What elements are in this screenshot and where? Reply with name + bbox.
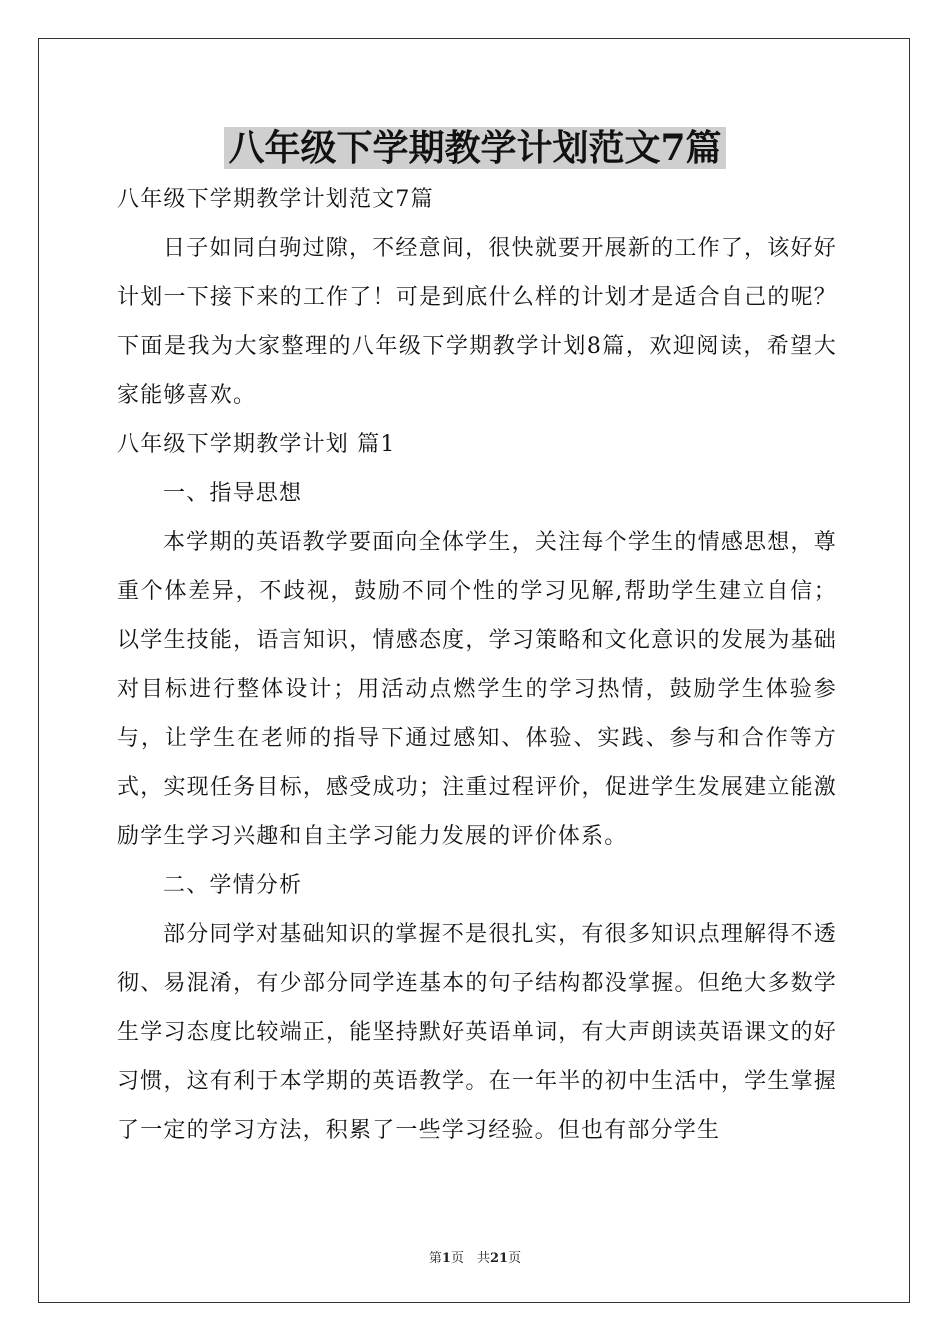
page-footer	[0, 1247, 950, 1266]
document-title-text: 八年级下学期教学计划范文7篇	[224, 127, 725, 169]
section-heading: 一、指导思想	[163, 481, 303, 506]
section-heading: 二、学情分析	[163, 873, 303, 898]
paragraph: 八年级下学期教学计划范文7篇	[117, 187, 434, 212]
document-title	[0, 124, 950, 172]
paragraph: 日子如同白驹过隙，不经意间，很快就要开展新的工作了，该好好计划一下接下来的工作了！可是到底什么样的计划才是适合自己的呢？下面是我为大家整理的八年级下学期教学计划8篇，欢迎阅读，希望大家能够喜欢。	[117, 236, 837, 408]
paragraph: 八年级下学期教学计划 篇1	[117, 432, 396, 457]
page-mid: 页 共	[450, 1251, 490, 1266]
paragraph: 本学期的英语教学要面向全体学生，关注每个学生的情感思想，尊重个体差异，不歧视，鼓励不同个性的学习见解,帮助学生建立自信；以学生技能，语言知识，情感态度，学习策略和文化意识的发展为基础对目标进行整体设计；用活动点燃学生的学习热情，鼓励学生体验参与，让学生在老师的指导下通过感知、体验、实践、参与和合作等方式，实现任务目标，感受成功；注重过程评价，促进学生发展建立能激励学生学习兴趣和自主学习能力发展的评价体系。	[117, 530, 837, 849]
page-current: 1	[441, 1251, 451, 1266]
page-suffix: 页	[508, 1251, 522, 1266]
paragraph: 部分同学对基础知识的掌握不是很扎实，有很多知识点理解得不透彻、易混淆，有少部分同学连基本的句子结构都没掌握。但绝大多数学生学习态度比较端正，能坚持默好英语单词，有大声朗读英语课文的好习惯，这有利于本学期的英语教学。在一年半的初中生活中，学生掌握了一定的学习方法，积累了一些学习经验。但也有部分学生	[117, 922, 837, 1143]
page-prefix: 第	[428, 1251, 442, 1266]
page-total: 21	[489, 1251, 509, 1266]
document-body	[117, 175, 837, 1155]
